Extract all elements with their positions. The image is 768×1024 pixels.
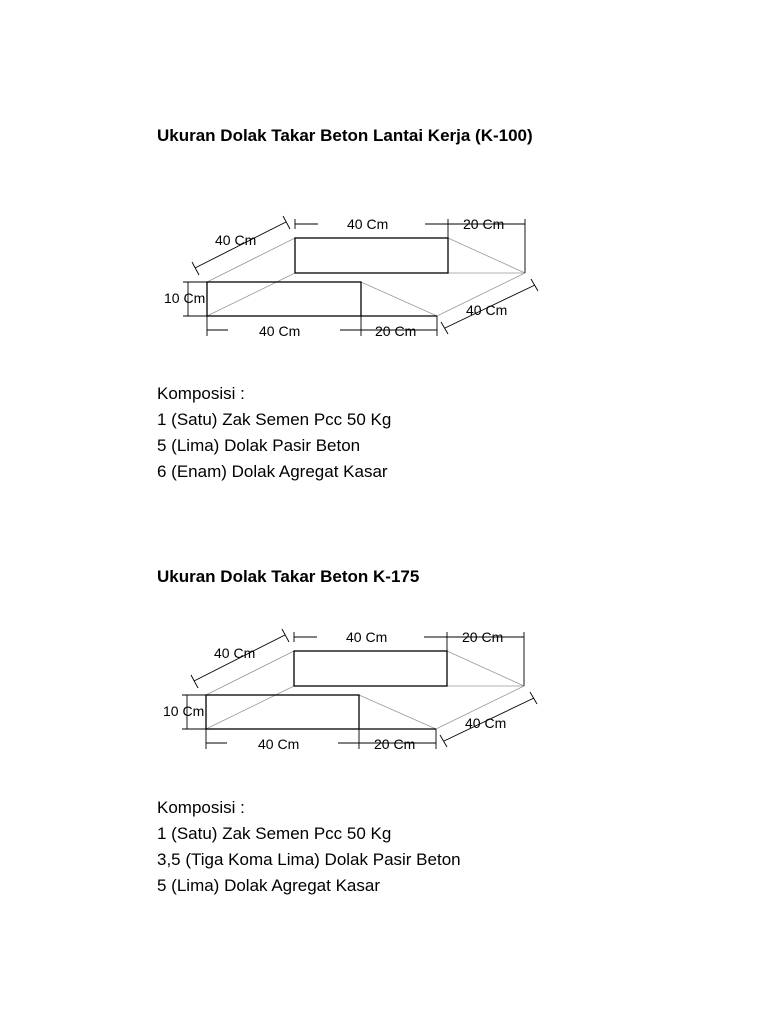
composition-item: 1 (Satu) Zak Semen Pcc 50 Kg — [157, 824, 392, 843]
bottom-slope-length-label: 20 Cm — [375, 323, 417, 339]
composition-item: 5 (Lima) Dolak Pasir Beton — [157, 436, 361, 455]
bottom-slope-length-label: 20 Cm — [374, 736, 416, 752]
dolak-diagram — [0, 618, 768, 778]
dolak-diagram-svg — [0, 618, 768, 778]
composition-heading: Komposisi : — [157, 798, 245, 817]
top-slope-length-label: 20 Cm — [463, 216, 505, 232]
composition-item: 5 (Lima) Dolak Agregat Kasar — [157, 876, 380, 895]
top-slope-length-label: 20 Cm — [462, 629, 504, 645]
section-title: Ukuran Dolak Takar Beton K-175 — [157, 567, 420, 586]
section-title: Ukuran Dolak Takar Beton Lantai Kerja (K-100) — [157, 126, 533, 145]
composition-item: 1 (Satu) Zak Semen Pcc 50 Kg — [157, 410, 392, 429]
bottom-front-length-label: 40 Cm — [258, 736, 300, 752]
composition-list — [157, 381, 391, 485]
back-side-length-label: 40 Cm — [215, 232, 257, 248]
bottom-front-length-label: 40 Cm — [259, 323, 301, 339]
composition-item: 6 (Enam) Dolak Agregat Kasar — [157, 462, 388, 481]
composition-list — [157, 795, 461, 899]
top-front-length-label: 40 Cm — [347, 216, 389, 232]
height-label: 10 Cm — [164, 290, 206, 306]
top-front-length-label: 40 Cm — [346, 629, 388, 645]
composition-heading: Komposisi : — [157, 384, 245, 403]
back-side-length-label: 40 Cm — [214, 645, 256, 661]
right-side-length-label: 40 Cm — [466, 302, 508, 318]
dolak-diagram-svg — [0, 205, 768, 365]
dolak-diagram — [0, 205, 768, 365]
right-side-length-label: 40 Cm — [465, 715, 507, 731]
composition-item: 3,5 (Tiga Koma Lima) Dolak Pasir Beton — [157, 850, 461, 869]
height-label: 10 Cm — [163, 703, 205, 719]
